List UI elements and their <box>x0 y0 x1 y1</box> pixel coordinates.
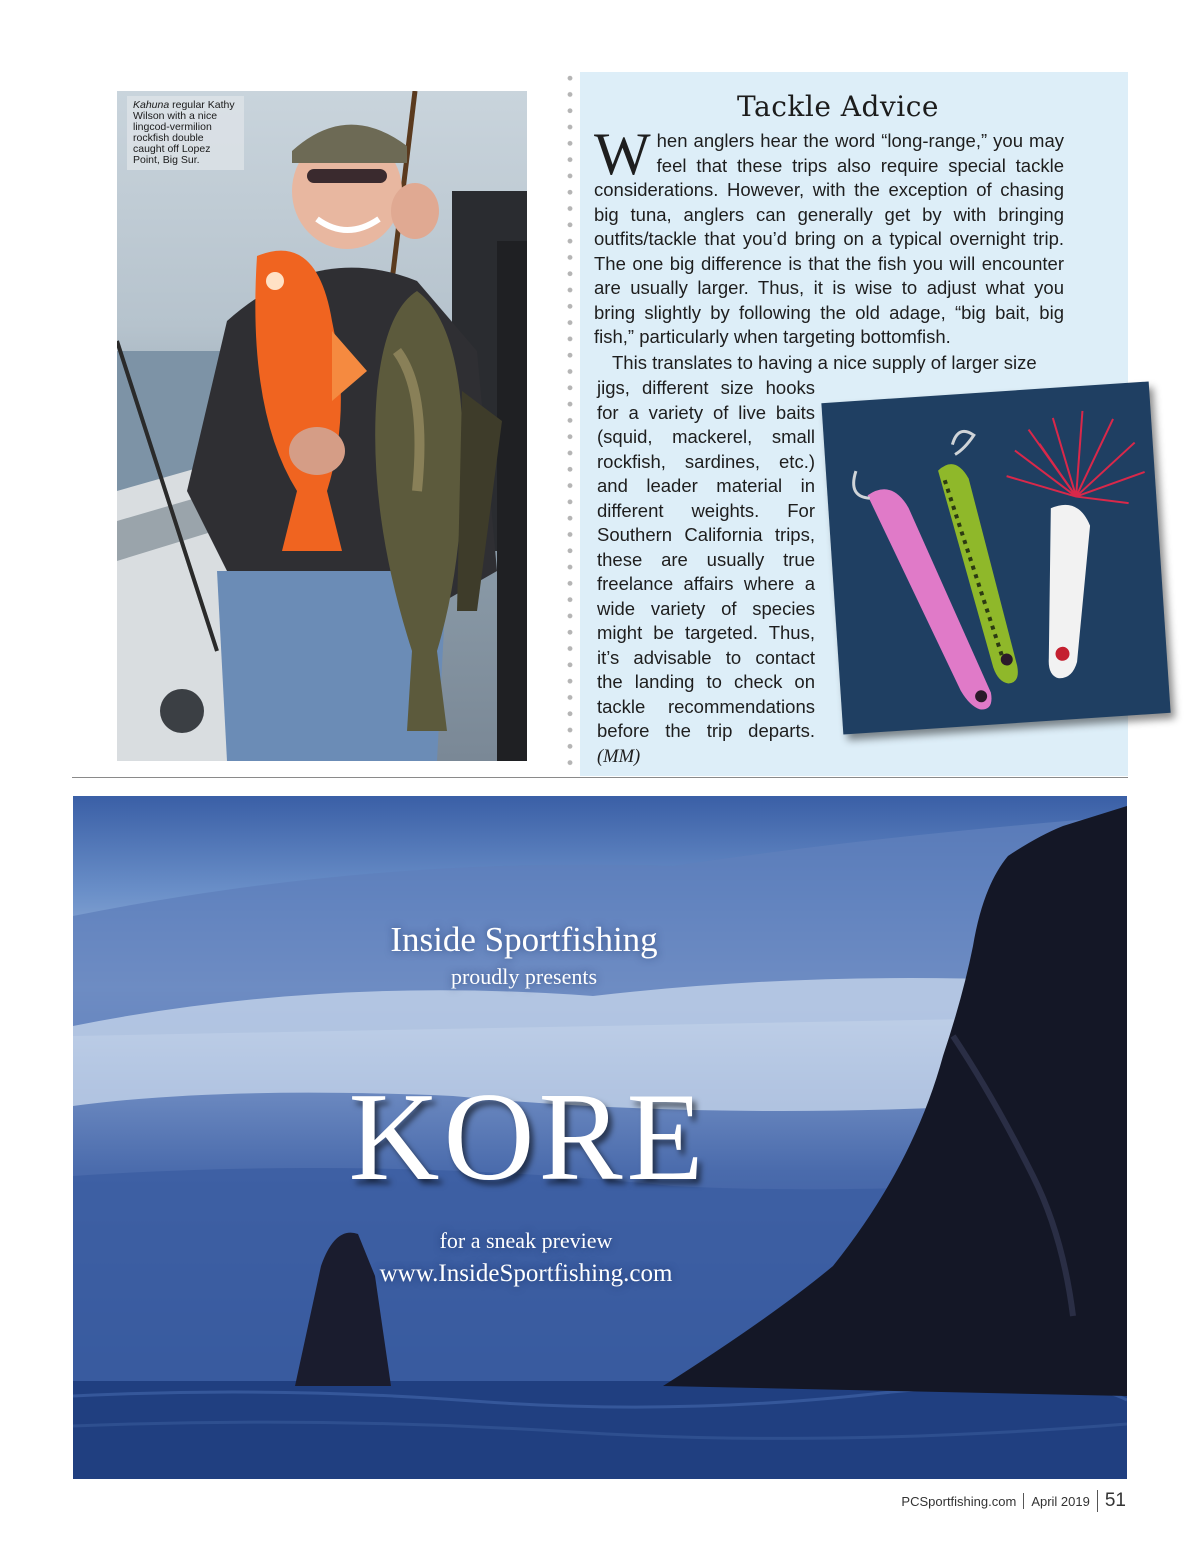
angler-photo <box>117 91 527 761</box>
dotted-divider <box>567 70 573 770</box>
caption-text: regular Kathy Wilson with a nice lingcod-vermilion rockfish double caught off Lopez Point, Big Sur. <box>133 99 235 166</box>
sidebar-paragraph-3 <box>597 376 815 769</box>
paragraph-3-text: jigs, different size hooks for a variety of live baits (squid, mackerel, small rockfish, sardines, etc.) and leader material in different weights. For Southern California trips, these are usually true freelance affairs where a wide variety of species might be targeted. Thus, it’s advisable to contact the landing to check on tackle recommendations before the trip departs. <box>597 377 815 741</box>
photo-caption <box>127 96 244 170</box>
ad-brand: Inside Sportfishing <box>390 920 658 959</box>
footer-date: April 2019 <box>1031 1493 1090 1509</box>
page-number: 51 <box>1104 1490 1126 1511</box>
angler-photo-illustration <box>117 91 527 761</box>
sidebar-title: Tackle Advice <box>737 90 939 123</box>
kore-advertisement <box>73 796 1127 1479</box>
sidebar-paragraph-1 <box>594 121 1064 350</box>
paragraph-1-text: hen anglers hear the word “long-range,” you may feel that these trips also require special tackle considerations. However, with the exception of chasing big tuna, anglers can generally get by with bringing outfits/tackle that you’d bring on a typical overnight trip. The one big difference is that the fish you will encounter are usually larger. Thus, it is wise to adjust what you bring slightly by following the old adage, “big bait, big fish,” particularly when targeting bottomfish. <box>594 130 1064 347</box>
ad-title: KORE <box>348 1068 708 1207</box>
ad-preview-text: for a sneak preview <box>439 1228 613 1253</box>
footer-separator <box>1023 1493 1024 1509</box>
ad-url[interactable]: www.InsideSportfishing.com <box>379 1260 673 1287</box>
ad-subtitle: proudly presents <box>450 964 598 989</box>
caption-boat-name: Kahuna <box>133 99 170 111</box>
sidebar-paragraph-2: This translates to having a nice supply of larger size <box>612 352 1037 373</box>
footer-site: PCSportfishing.com <box>901 1493 1017 1509</box>
page-footer <box>901 1490 1126 1512</box>
section-divider <box>72 777 1128 778</box>
drop-cap: W <box>594 121 651 187</box>
jigs-illustration <box>821 381 1170 734</box>
author-initials: (MM) <box>597 746 641 767</box>
footer-separator <box>1097 1490 1098 1512</box>
jigs-photo <box>821 381 1170 734</box>
